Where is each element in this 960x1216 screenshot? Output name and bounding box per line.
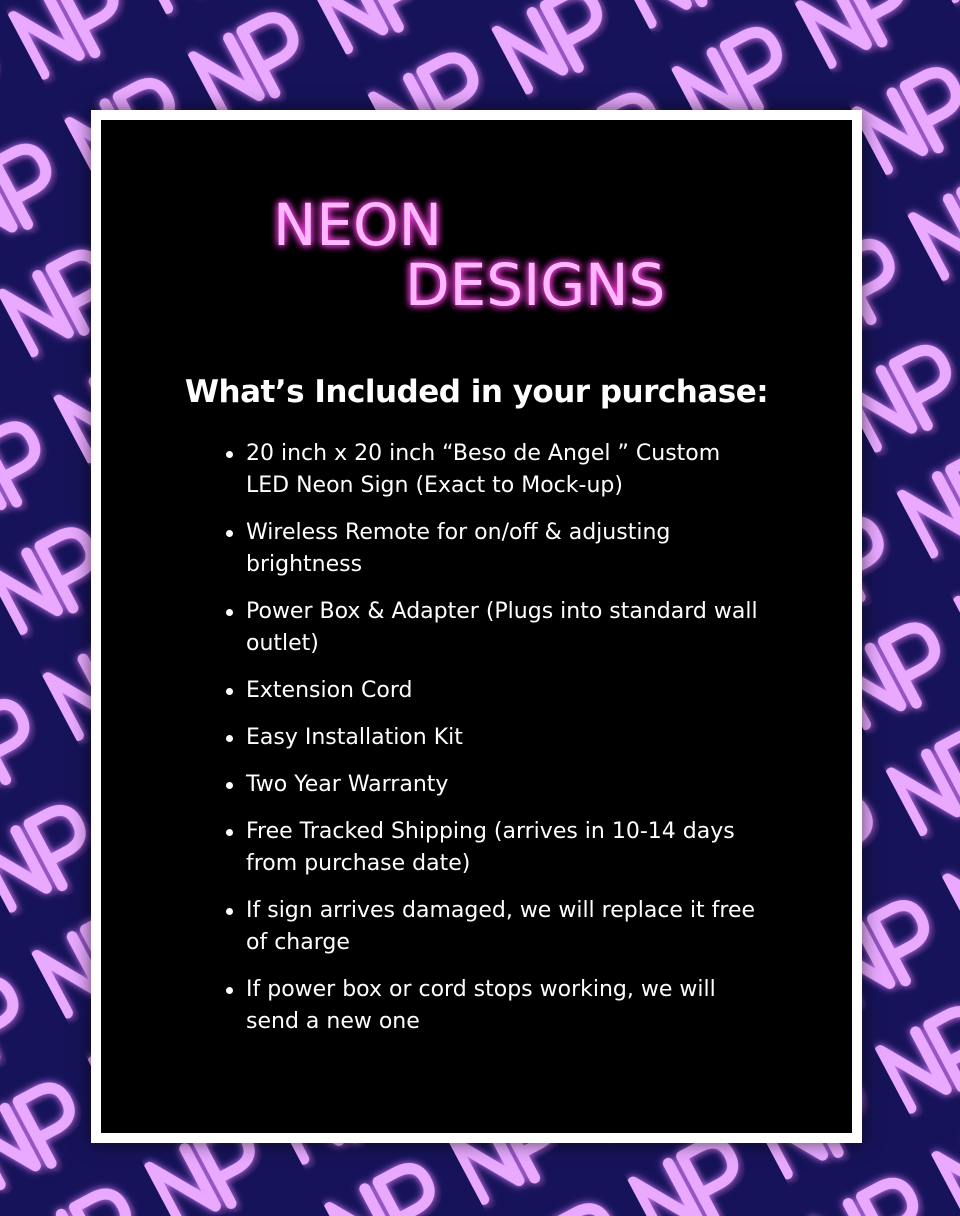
- list-item: Free Tracked Shipping (arrives in 10-14 days from purchase date): [226, 816, 766, 880]
- neon-designs-logo: [273, 190, 683, 320]
- list-item: If sign arrives damaged, we will replace it free of charge: [226, 895, 766, 959]
- logo-line-designs: DESIGNS: [405, 251, 666, 319]
- card-frame: [91, 110, 862, 1143]
- list-item: 20 inch x 20 inch “Beso de Angel ” Custom LED Neon Sign (Exact to Mock-up): [226, 438, 766, 502]
- list-item: Two Year Warranty: [226, 769, 766, 801]
- included-heading: What’s Included in your purchase:: [184, 374, 769, 410]
- info-card: [101, 120, 852, 1133]
- list-item: Extension Cord: [226, 675, 766, 707]
- list-item: If power box or cord stops working, we will send a new one: [226, 974, 766, 1038]
- list-item: Power Box & Adapter (Plugs into standard wall outlet): [226, 596, 766, 660]
- list-item: Wireless Remote for on/off & adjusting brightness: [226, 517, 766, 581]
- logo-line-neon: NEON: [273, 191, 443, 259]
- included-items-list: [226, 438, 766, 1053]
- list-item: Easy Installation Kit: [226, 722, 766, 754]
